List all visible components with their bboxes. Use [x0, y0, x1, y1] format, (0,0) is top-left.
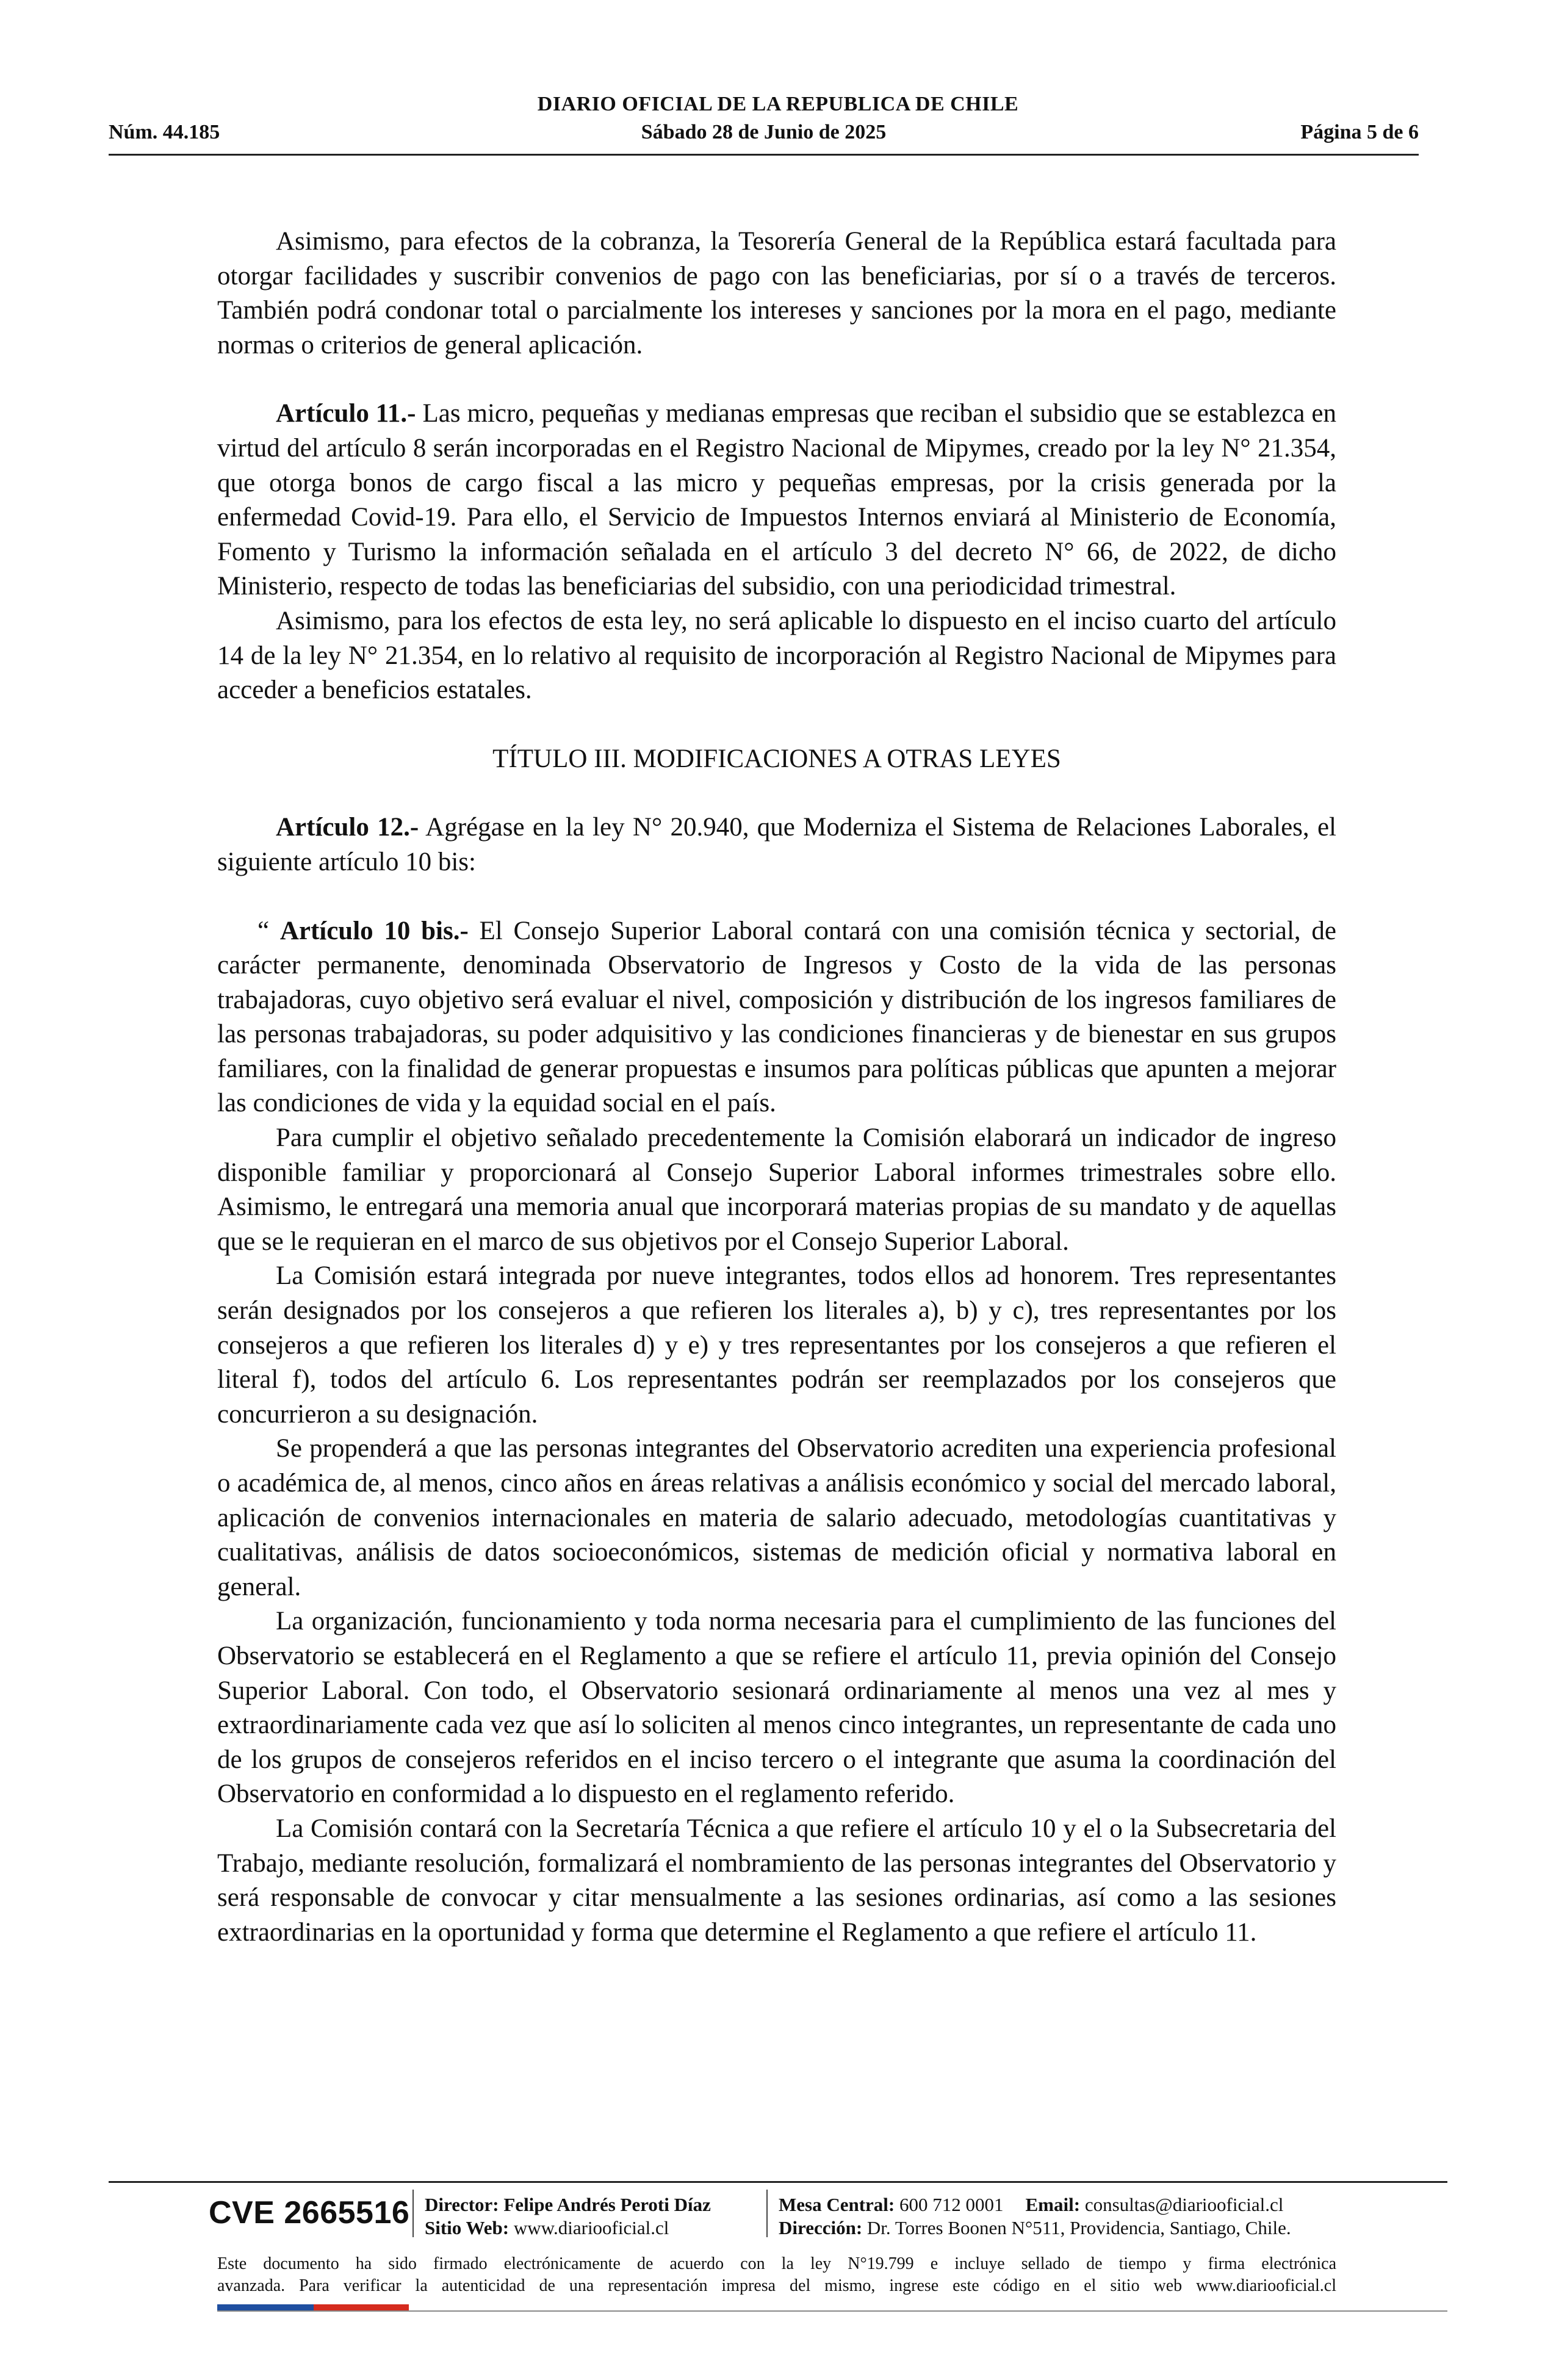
paragraph-cobranza: Asimismo, para efectos de la cobranza, la Tesorería General de la República estará facultada para otorgar facilidades y suscribir convenios de pago con las beneficiarias, por sí o a través de terceros. También podrá condonar total o parcialmente los intereses y sanciones por la mora en el pago, mediante normas o criterios de general aplicación. [217, 227, 1336, 359]
article-12-text: Agrégase en la ley N° 20.940, que Moderniza el Sistema de Relaciones Laborales, el siguiente artículo 10 bis: [217, 813, 1336, 876]
header-divider [109, 154, 1419, 156]
newspaper-title: DIARIO OFICIAL DE LA REPUBLICA DE CHILE [537, 93, 1019, 115]
header-row [109, 121, 1419, 148]
article-10-bis-text: El Consejo Superior Laboral contará con una comisión técnica y sectorial, de carácter permanente, denominada Observatorio de Ingresos y Costo de la vida de las personas trabajadoras, cuyo objetivo será evaluar el nivel, composición y distribución de los ingresos familiares de las personas trabajadoras, su poder adquisitivo y las condiciones financieras y de bienestar en sus grupos familiares, con la finalidad de generar propuestas e insumos para políticas públicas que apunten a mejorar las condiciones de vida y la equidad social en el país. [217, 916, 1336, 1118]
paragraph-secretaria: La Comisión contará con la Secretaría Técnica a que refiere el artículo 10 y el o la Subsecretaria del Trabajo, mediante resolución, formalizará el nombramiento de las personas integrantes del Observatorio y será responsable de convocar y citar mensualmente a las sesiones ordinarias, así como a las sesiones extraordinarias en la oportunidad y forma que determine el Reglamento a que refiere el artículo 11. [217, 1814, 1336, 1947]
issue-number: Núm. 44.185 [109, 121, 220, 143]
paragraph-organizacion: La organización, funcionamiento y toda norma necesaria para el cumplimiento de las funciones del Observatorio se establecerá en el Reglamento a que se refiere el artículo 11, previa opinión del Consejo Superior Laboral. Con todo, el Observatorio sesionará ordinariamente al menos una vez al mes y extraordinariamente cada vez que así lo soliciten al menos cinco integrantes, un representante de cada uno de los grupos de consejeros referidos en el inciso tercero o el integrante que asuma la coordinación del Observatorio en conformidad a lo dispuesto en el reglamento referido. [217, 1607, 1336, 1809]
contact-line [779, 2193, 1291, 2216]
footer-separator [412, 2190, 414, 2237]
email-label: Email: [1025, 2194, 1081, 2215]
website-line [425, 2216, 711, 2240]
mesa-value: 600 712 0001 [895, 2194, 1004, 2215]
website-label: Sitio Web: [425, 2217, 510, 2238]
issue-date: Sábado 28 de Junio de 2025 [641, 121, 887, 143]
article-10-bis [217, 914, 1336, 1122]
page-number: Página 5 de 6 [1300, 121, 1419, 143]
article-12-label: Artículo 12.- [276, 813, 419, 842]
email-link[interactable]: consultas@diariooficial.cl [1080, 2194, 1284, 2215]
director-label: Director: [425, 2194, 499, 2215]
article-11-label: Artículo 11.- [276, 399, 416, 428]
mesa-label: Mesa Central: [779, 2194, 895, 2215]
address-label: Dirección: [779, 2217, 863, 2238]
director-value: Felipe Andrés Peroti Díaz [499, 2194, 711, 2215]
signature-notice [217, 2253, 1336, 2297]
article-11-text: Las micro, pequeñas y medianas empresas que reciban el subsidio que se establezca en virtud del artículo 8 serán incorporadas en el Registro Nacional de Mipymes, creado por la ley N° 21.354, que otorga bonos de cargo fiscal a las micro y pequeñas empresas, por la crisis generada por la enfermedad Covid-19. Para ello, el Servicio de Impuestos Internos enviará al Ministerio de Economía, Fomento y Turismo la información señalada en el artículo 3 del decreto N° 66, de 2022, de dicho Ministerio, respecto de todas las beneficiarias del subsidio, con una periodicidad trimestral. [217, 399, 1336, 601]
paragraph-integrantes: La Comisión estará integrada por nueve integrantes, todos ellos ad honorem. Tres representantes serán designados por los consejeros a que refieren los literales a), b) y c), tres representantes por los consejeros a que refieren los literales d) y e) y tres representantes por los consejeros a que refieren el literal f), todos del artículo 6. Los representantes podrán ser reemplazados por los consejeros que concurrieron a su designación. [217, 1261, 1336, 1429]
article-11 [217, 397, 1336, 604]
footer-director-block [425, 2193, 711, 2240]
opening-quote: “ [258, 916, 280, 945]
article-12 [217, 810, 1336, 879]
paragraph-indicador: Para cumplir el objetivo señalado precedentemente la Comisión elaborará un indicador de ingreso disponible familiar y proporcionará al Consejo Superior Laboral informes trimestrales sobre ello. Asimismo, le entregará una memoria anual que incorporará materias propias de su mandato y de aquellas que se le requieran en el marco de sus objetivos por el Consejo Superior Laboral. [217, 1123, 1336, 1256]
footer-base-line [217, 2310, 1447, 2312]
document-body [217, 225, 1336, 1950]
paragraph-experiencia: Se propenderá a que las personas integrantes del Observatorio acrediten una experiencia profesional o académica de, al menos, cinco años en áreas relativas a análisis económico y social del mercado laboral, aplicación de convenios internacionales en materia de salario adecuado, metodologías cuantitativas y cualitativas, análisis de datos socioeconómicos, sistemas de medición oficial y normativa laboral en general. [217, 1434, 1336, 1601]
paragraph-registro: Asimismo, para los efectos de esta ley, no será aplicable lo dispuesto en el inciso cuarto del artículo 14 de la ley N° 21.354, en lo relativo al requisito de incorporación al Registro Nacional de Mipymes para acceder a beneficios estatales. [217, 606, 1336, 705]
address-line [779, 2216, 1291, 2240]
article-10-bis-label: Artículo 10 bis.- [279, 916, 469, 945]
footer-divider [109, 2181, 1447, 2183]
director-line [425, 2193, 711, 2216]
footer-contact-block [779, 2193, 1291, 2240]
address-value: Dr. Torres Boonen N°511, Providencia, Santiago, Chile. [862, 2217, 1291, 2238]
signature-notice-line-1: Este documento ha sido firmado electrónicamente de acuerdo con la ley N°19.799 e incluye sellado de tiempo y firma electrónica [217, 2254, 1336, 2273]
signature-notice-line-2: avanzada. Para verificar la autenticidad de una representación impresa del mismo, ingrese este código en el sitio web www.diariooficial.cl [217, 2276, 1336, 2295]
footer-separator [766, 2190, 768, 2237]
section-title-iii: TÍTULO III. MODIFICACIONES A OTRAS LEYES [492, 744, 1061, 773]
cve-code: CVE 2665516 [209, 2195, 410, 2230]
website-link[interactable]: www.diariooficial.cl [509, 2217, 669, 2238]
